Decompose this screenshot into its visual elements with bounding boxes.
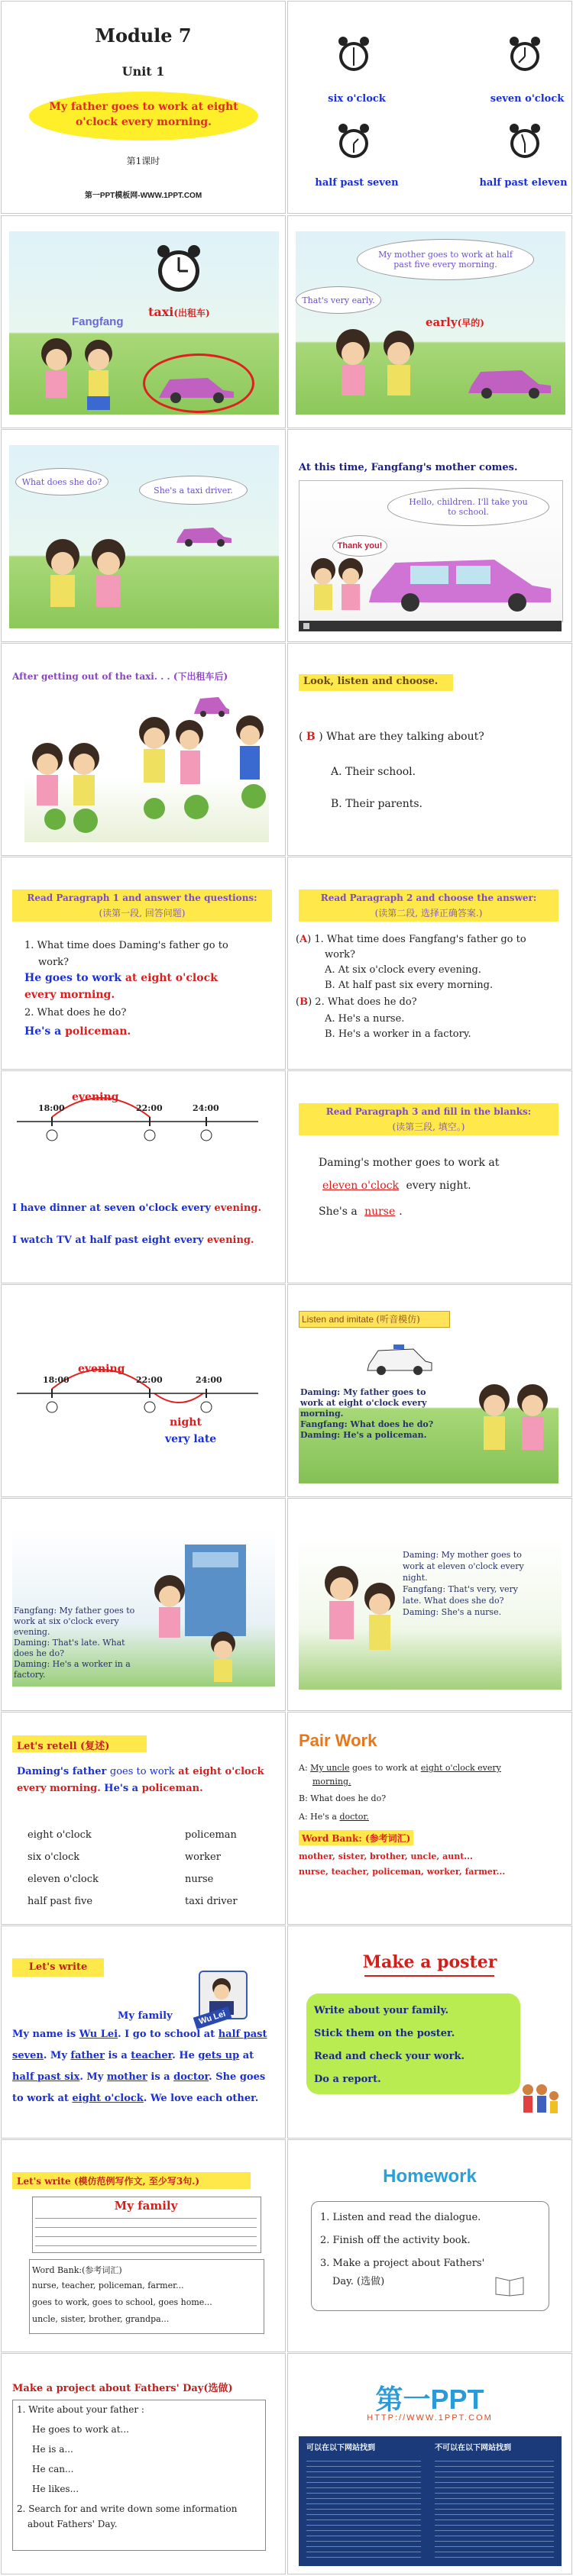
speech-bubble: My mother goes to work at half past five every morning. <box>357 239 534 280</box>
tick-label: 18:00 <box>43 1375 70 1385</box>
family-icon <box>517 2077 563 2123</box>
example-sentence-1: I have dinner at seven o'clock every evening. <box>12 1202 261 1214</box>
option-b: B. Their parents. <box>331 798 423 810</box>
example-sentence-2: I watch TV at half past eight every evening. <box>12 1235 254 1246</box>
slide-1-title[interactable] <box>1 1 286 214</box>
option-b: B. At half past six every morning. <box>325 980 494 991</box>
word-bank-line: nurse, teacher, policeman, farmer... <box>32 2281 184 2290</box>
writing-line <box>35 2236 257 2237</box>
homework-item: 3. Make a project about Fathers' <box>320 2258 485 2269</box>
answer-letter: B <box>306 731 316 743</box>
answer-1-cont: every morning. <box>24 989 115 1001</box>
word-option: nurse <box>185 1874 214 1885</box>
speech-bubble: What does she do? <box>15 468 108 496</box>
dialogue-line: does he do? <box>14 1648 64 1658</box>
slide-4-early[interactable] <box>287 215 572 428</box>
writing-line <box>35 2245 257 2246</box>
children-illustration <box>34 331 125 415</box>
slide-13-night[interactable] <box>1 1284 286 1497</box>
blank-answer[interactable]: nurse <box>364 1206 396 1218</box>
dialogue-line: Fangfang: What does he do? <box>300 1419 434 1429</box>
dialogue-line: Daming: My mother goes to <box>403 1550 522 1560</box>
slide-heading: Read Paragraph 2 and choose the answer: <box>320 893 537 903</box>
dialogue-line: A: He's a doctor. <box>299 1812 369 1822</box>
dialogue-line: Fangfang: My father goes to <box>14 1606 135 1616</box>
homework-item: Day. (选做) <box>332 2276 385 2287</box>
composition-line: half past six. My mother is a doctor. She goes <box>12 2071 266 2083</box>
children-illustration <box>223 711 277 810</box>
clock-label: six o'clock <box>328 93 386 105</box>
slide-heading: At this time, Fangfang's mother comes. <box>299 462 518 473</box>
slide-heading: Read Paragraph 1 and answer the questions: <box>27 893 257 903</box>
slide-6-mother-comes[interactable] <box>287 429 572 642</box>
project-line: 1. Write about your father : <box>17 2404 144 2415</box>
children-illustration <box>306 555 367 619</box>
option-a: A. He's a nurse. <box>325 1013 405 1025</box>
word-bank-line: uncle, sister, brother, grandpa... <box>32 2314 170 2324</box>
dialogue-line: work at eight o'clock every <box>300 1398 427 1408</box>
question-1: (A) 1. What time does Fangfang's father go to <box>296 934 526 945</box>
word-bank-title: Word Bank:(参考词汇) <box>32 2265 122 2275</box>
project-line: He is a... <box>32 2444 73 2455</box>
clock-label: half past eleven <box>479 177 568 189</box>
slide-heading: Pair Work <box>299 1731 377 1750</box>
clock-label: seven o'clock <box>490 93 565 105</box>
question-1-cont: work? <box>38 957 70 968</box>
project-line: about Fathers' Day. <box>28 2519 118 2529</box>
night-label: night <box>170 1416 202 1428</box>
homework-item: 1. Listen and read the dialogue. <box>320 2212 481 2223</box>
dialogue-line: work at six o'clock every <box>14 1616 119 1626</box>
dialogue-line: Fangfang: That's very, very <box>403 1584 519 1594</box>
slide-heading-cn: (读第三段, 填空。) <box>392 1122 465 1132</box>
question-2: (B) 2. What does he do? <box>296 996 417 1008</box>
slide-8-look-listen[interactable] <box>287 643 572 856</box>
children-illustration <box>32 529 139 628</box>
tick-label: 24:00 <box>196 1375 222 1385</box>
instruction-item: Write about your family. <box>314 2005 449 2016</box>
dialogue-line: A: My uncle goes to work at eight o'clock every <box>299 1763 501 1773</box>
alarm-clock-icon <box>508 35 542 75</box>
homework-item: 2. Finish off the activity book. <box>320 2235 471 2246</box>
slide-19-lets-write[interactable] <box>1 1926 286 2139</box>
dialogue-line: work at eleven o'clock every <box>403 1561 524 1571</box>
taxi-word: taxi(出租车) <box>148 305 210 319</box>
slide-22-homework[interactable] <box>287 2139 572 2352</box>
taxi-car-icon <box>173 521 235 547</box>
option-a: A. At six o'clock every evening. <box>325 964 481 976</box>
link-list[interactable] <box>306 2456 421 2558</box>
link-list[interactable] <box>435 2456 554 2558</box>
composition-line: My name is Wu Lei. I go to school at half past <box>12 2029 267 2040</box>
slide-heading: Make a project about Fathers' Day(选做) <box>12 2383 233 2394</box>
composition-title: My family <box>118 2010 173 2022</box>
speech-bubble: Thank you! <box>332 535 387 557</box>
children-illustration <box>124 709 215 824</box>
dialogue-line: morning. <box>312 1777 351 1787</box>
answer-1: He goes to work at eight o'clock <box>24 972 218 984</box>
dialogue-line: Daming: That's late. What <box>14 1638 125 1648</box>
tick-label: 18:00 <box>38 1103 65 1113</box>
word-option: eleven o'clock <box>28 1874 99 1885</box>
writing-line <box>35 2218 257 2219</box>
alarm-clock-icon <box>337 122 371 162</box>
slide-10-read-p2[interactable] <box>287 857 572 1070</box>
alarm-clock-icon <box>508 122 542 162</box>
option-a: A. Their school. <box>331 766 416 778</box>
timeline-diagram <box>2 1285 285 1497</box>
name-badge: Wu Lei <box>193 2006 231 2029</box>
slide-15-factory[interactable] <box>1 1498 286 1711</box>
dialogue-line: late. What does she do? <box>403 1596 504 1606</box>
writing-line <box>35 2227 257 2228</box>
dialogue-line: Daming: My father goes to <box>300 1387 426 1397</box>
word-option: eight o'clock <box>28 1829 92 1841</box>
fill-line-3: She's a nurse . <box>319 1206 403 1218</box>
word-option: half past five <box>28 1896 93 1907</box>
slide-heading: Let's write (模仿范例写作文, 至少写3句.) <box>17 2176 200 2187</box>
tick-label: 22:00 <box>136 1103 163 1113</box>
alarm-clock-icon <box>337 35 371 75</box>
children-illustration <box>311 1552 403 1690</box>
slide-3-taxi[interactable] <box>1 215 286 428</box>
alarm-clock-icon <box>154 242 203 295</box>
speech-bubble: Hello, children. I'll take you to school. <box>387 488 549 526</box>
instruction-item: Read and check your work. <box>314 2051 465 2062</box>
project-line: He can... <box>32 2464 74 2474</box>
links-title-left: 可以在以下网站找到 <box>306 2444 375 2452</box>
slide-12-read-p3[interactable] <box>287 1070 572 1283</box>
links-title-right: 不可以在以下网站找到 <box>435 2444 511 2452</box>
instruction-item: Do a report. <box>314 2074 381 2085</box>
slide-heading-cn: (读第二段, 选择正确答案.) <box>374 908 483 918</box>
question-2: 2. What does he do? <box>24 1007 127 1018</box>
speech-bubble: She's a taxi driver. <box>139 476 248 505</box>
clock-label: half past seven <box>315 177 399 189</box>
tick-label: 24:00 <box>193 1103 219 1113</box>
dialogue-line: Daming: He's a policeman. <box>300 1430 427 1440</box>
word-option: taxi driver <box>185 1896 238 1907</box>
evening-label: evening <box>78 1363 125 1375</box>
slide-16-nurse[interactable] <box>287 1498 572 1711</box>
unit-title: Unit 1 <box>121 64 165 79</box>
word-option: policeman <box>185 1829 237 1841</box>
taxi-car-icon <box>464 361 555 399</box>
dialogue-line: morning. <box>300 1409 344 1419</box>
site-credit: 第一PPT模板网-WWW.1PPT.COM <box>84 192 202 200</box>
children-illustration <box>326 323 426 415</box>
book-icon <box>494 2273 525 2297</box>
dialogue-line: Daming: She's a nurse. <box>403 1607 502 1617</box>
tick-label: 22:00 <box>136 1375 163 1385</box>
word-bank-line: goes to work, goes to school, goes home... <box>32 2297 212 2307</box>
logo: 第一PPT <box>375 2384 484 2415</box>
slide-heading: Let's write <box>28 1961 88 1973</box>
dialogue-line: B: What does he do? <box>299 1793 387 1803</box>
slide-23-project[interactable] <box>1 2353 286 2574</box>
retell-line-1: Daming's father goes to work at eight o'clock <box>17 1766 264 1777</box>
retell-line-2: every morning. He's a policeman. <box>17 1783 203 1794</box>
composition-title: My family <box>114 2199 178 2213</box>
instruction-item: Stick them on the poster. <box>314 2028 455 2039</box>
taxi-car-icon <box>154 369 238 404</box>
lesson-title-line2: o'clock every morning. <box>75 116 212 128</box>
slide-heading: Read Paragraph 3 and fill in the blanks: <box>325 1106 532 1117</box>
word-bank-line: nurse, teacher, policeman, worker, farmer... <box>299 1867 506 1877</box>
taxi-car-icon <box>364 544 555 613</box>
early-word: early(早的) <box>426 315 484 329</box>
option-b: B. He's a worker in a factory. <box>325 1028 471 1040</box>
slide-heading: Make a poster <box>362 1952 497 1972</box>
word-bank-line: mother, sister, brother, uncle, aunt... <box>299 1851 473 1861</box>
fill-line-2: eleven o'clock every night. <box>319 1180 471 1192</box>
dialogue-line: Daming: He's a worker in a <box>14 1659 131 1669</box>
blank-answer[interactable]: eleven o'clock <box>322 1180 400 1192</box>
slide-24-credits[interactable] <box>287 2353 572 2574</box>
fangfang-label: Fangfang <box>72 315 124 328</box>
children-illustration <box>471 1377 555 1483</box>
slide-21-write-template[interactable] <box>1 2139 286 2352</box>
site-url[interactable]: HTTP://WWW.1PPT.COM <box>367 2413 493 2423</box>
word-bank-title: Word Bank: (参考词汇) <box>302 1833 411 1844</box>
play-icon[interactable] <box>303 623 309 629</box>
slide-18-pair-work[interactable] <box>287 1712 572 1925</box>
slide-heading: Homework <box>383 2166 477 2187</box>
slide-heading-cn: (读第一段, 回答问题) <box>99 908 186 918</box>
slide-11-evening[interactable] <box>1 1070 286 1283</box>
worker-illustration <box>139 1529 269 1682</box>
fill-line-1: Daming's mother goes to work at <box>319 1157 500 1169</box>
composition-line: to work at eight o'clock. We love each other. <box>12 2093 259 2104</box>
slide-9-read-p1[interactable] <box>1 857 286 1070</box>
late-label: very late <box>165 1433 217 1445</box>
project-line: He goes to work at... <box>32 2424 129 2435</box>
answer-2: He's a policeman. <box>24 1025 131 1038</box>
project-line: 2. Search for and write down some information <box>17 2503 238 2514</box>
question-1: 1. What time does Daming's father go to <box>24 940 228 951</box>
module-title: Module 7 <box>95 24 192 47</box>
children-illustration <box>24 735 108 834</box>
slide-heading: After getting out of the taxi. . . (下出租车后) <box>12 671 228 682</box>
composition-line: seven. My father is a teacher. He gets up at <box>12 2050 254 2061</box>
slide-2-clocks[interactable] <box>287 1 572 214</box>
slide-7-after-taxi[interactable] <box>1 643 286 856</box>
police-car-icon <box>364 1338 433 1377</box>
evening-label: evening <box>72 1091 119 1103</box>
divider <box>364 1975 494 1977</box>
project-line: He likes... <box>32 2484 79 2494</box>
dialogue-line: factory. <box>14 1670 46 1680</box>
slide-17-retell[interactable] <box>1 1712 286 1925</box>
question-1-cont: work? <box>325 949 356 960</box>
slide-20-make-poster[interactable] <box>287 1926 572 2139</box>
question: ( B ) What are they talking about? <box>299 731 484 743</box>
slide-heading: Listen and imitate (听音模仿) <box>302 1314 420 1325</box>
lesson-number: 第1课时 <box>126 156 160 166</box>
slide-heading: Let's retell (复述) <box>17 1741 110 1752</box>
word-option: worker <box>185 1851 221 1863</box>
speech-bubble: That's very early. <box>296 286 381 314</box>
dialogue-line: night. <box>403 1573 428 1583</box>
video-controls[interactable] <box>299 621 562 631</box>
dialogue-line: evening. <box>14 1627 50 1637</box>
word-option: six o'clock <box>28 1851 80 1863</box>
slide-5-taxi-driver[interactable] <box>1 429 286 642</box>
slide-14-listen-imitate[interactable] <box>287 1284 572 1497</box>
slide-heading: Look, listen and choose. <box>303 676 439 687</box>
lesson-title-line1: My father goes to work at eight <box>49 101 238 113</box>
